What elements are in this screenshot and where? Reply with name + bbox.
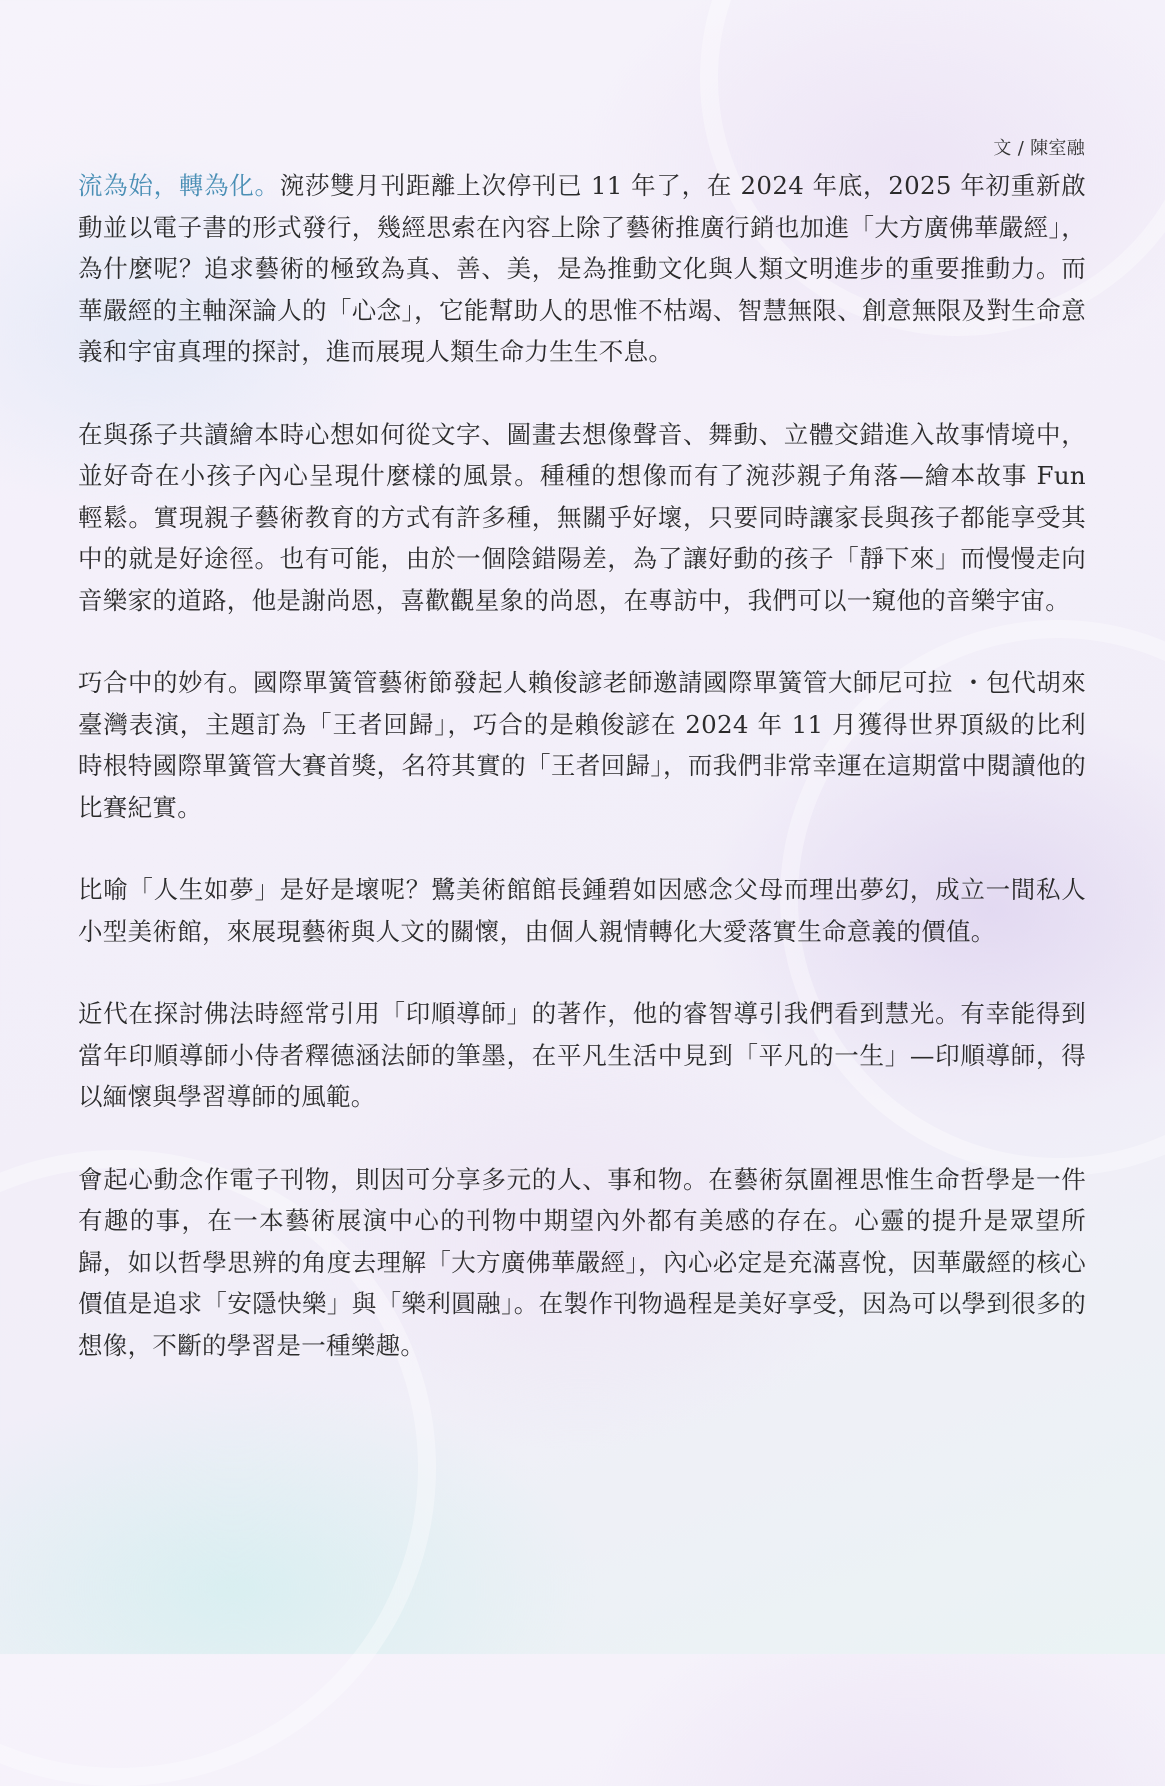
paragraph-5: 近代在探討佛法時經常引用「印順導師」的著作，他的睿智導引我們看到慧光。有幸能得到當年印順導師小侍者釋德涵法師的筆墨，在平凡生活中見到「平凡的一生」—印順導師，得以緬懷與學習導師的風範。 — [78, 999, 1086, 1111]
paragraph-1 — [78, 165, 1086, 373]
paragraph-4: 比喻「人生如夢」是好是壞呢？鷺美術館館長鍾碧如因感念父母而理出夢幻，成立一間私人小型美術館，來展現藝術與人文的關懷，由個人親情轉化大愛落實生命意義的價值。 — [78, 875, 1086, 946]
author-byline: 文 / 陳室融 — [993, 138, 1085, 159]
editorial-body — [78, 120, 1086, 1407]
lead-phrase: 流為始，轉為化。 — [78, 171, 280, 200]
paragraph-2: 在與孫子共讀繪本時心想如何從文字、圖畫去想像聲音、舞動、立體交錯進入故事情境中，並好奇在小孩子內心呈現什麼樣的風景。種種的想像而有了涴莎親子角落—繪本故事 Fun 輕鬆。實現親子藝術教育的方式有許多種，無關乎好壞，只要同時讓家長與孩子都能享受其中的就是好途徑。也有可能，由於一個陰錯陽差，為了讓好動的孩子「靜下來」而慢慢走向音樂家的道路，他是謝尚恩，喜歡觀星象的尚恩，在專訪中，我們可以一窺他的音樂宇宙。 — [78, 419, 1086, 615]
paragraph-3: 巧合中的妙有。國際單簧管藝術節發起人賴俊諺老師邀請國際單簧管大師尼可拉 ・包代胡來臺灣表演，主題訂為「王者回歸」，巧合的是賴俊諺在 2024 年 11 月獲得世界頂級的比利時根特國際單簧管大賽首獎，名符其實的「王者回歸」，而我們非常幸運在這期當中閱讀他的比賽紀實。 — [78, 668, 1086, 822]
paragraph-text: 涴莎雙月刊距離上次停刊已 11 年了，在 2024 年底，2025 年初重新啟動並以電子書的形式發行，幾經思索在內容上除了藝術推廣行銷也加進「大方廣佛華嚴經」，為什麼呢？追求藝術的極致為真、善、美，是為推動文化與人類文明進步的重要推動力。而華嚴經的主軸深論人的「心念」，它能幫助人的思惟不枯竭、智慧無限、創意無限及對生命意義和宇宙真理的探討，進而展現人類生命力生生不息。 — [78, 171, 1086, 366]
paragraph-6: 會起心動念作電子刊物，則因可分享多元的人、事和物。在藝術氛圍裡思惟生命哲學是一件有趣的事，在一本藝術展演中心的刊物中期望內外都有美感的存在。心靈的提升是眾望所歸，如以哲學思辨的角度去理解「大方廣佛華嚴經」，內心必定是充滿喜悅，因華嚴經的核心價值是追求「安隱快樂」與「樂利圓融」。在製作刊物過程是美好享受，因為可以學到很多的想像，不斷的學習是一種樂趣。 — [78, 1164, 1086, 1360]
